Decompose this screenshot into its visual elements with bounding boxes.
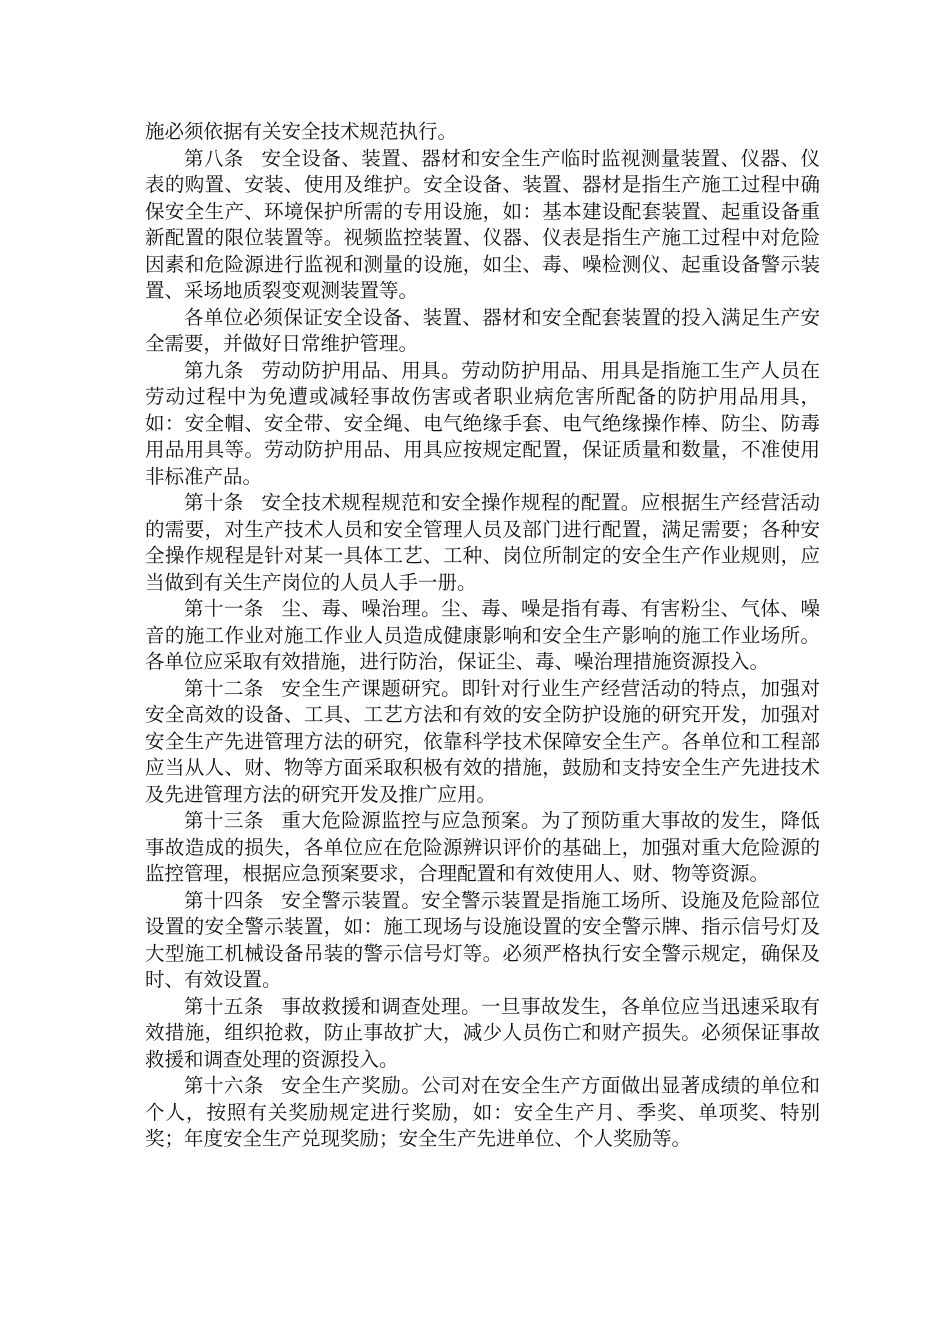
article-label: 第九条: [184, 358, 244, 382]
article-label: 第十五条: [184, 994, 264, 1018]
article-label: 第十六条: [184, 1074, 264, 1097]
article-11: [145, 596, 820, 676]
article-label: 第十二条: [184, 676, 264, 700]
article-8: [145, 146, 820, 305]
paragraph-text: 安全设备、装置、器材和安全生产临时监视测量装置、仪器、仪表的购置、安装、使用及维护。安全设备、装置、器材是指生产施工过程中确保安全生产、环境保护所需的专用设施，如：基本建设配套装置、起重设备重新配置的限位装置等。视频监控装置、仪器、仪表是指生产施工过程中对危险因素和危险源进行监视和测量的设施，如尘、毒、噪检测仪、起重设备警示装置、采场地质裂变观测装置等。: [145, 146, 820, 302]
article-label: 第十一条: [184, 597, 264, 620]
paragraph-text: 重大危险源监控与应急预案。为了预防重大事故的发生，降低事故造成的损失，各单位应在危险源辨识评价的基础上，加强对重大危险源的监控管理，根据应急预案要求，合理配置和有效使用人、财、物等资源。: [145, 809, 820, 885]
article-15: [145, 994, 820, 1074]
article-13: [145, 808, 820, 888]
article-10: [145, 490, 820, 596]
article-label: 第八条: [184, 146, 244, 170]
paragraph-text: 各单位必须保证安全设备、装置、器材和安全配套装置的投入满足生产安全需要，并做好日常维护管理。: [145, 305, 820, 355]
article-12: [145, 676, 820, 809]
article-9: [145, 358, 820, 491]
paragraph-text: 劳动防护用品、用具。劳动防护用品、用具是指施工生产人员在劳动过程中为免遭或减轻事故伤害或者职业病危害所配备的防护用品用具，如：安全帽、安全带、安全绳、电气绝缘手套、电气绝缘操作棒、防尘、防毒用品用具等。劳动防护用品、用具应按规定配置，保证质量和数量，不准使用非标准产品。: [145, 358, 820, 488]
article-14: [145, 888, 820, 994]
paragraph-text: 事故救援和调查处理。一旦事故发生，各单位应当迅速采取有效措施，组织抢救，防止事故扩大，减少人员伤亡和财产损失。必须保证事故救援和调查处理的资源投入。: [145, 994, 820, 1071]
paragraph-text: 安全生产课题研究。即针对行业生产经营活动的特点，加强对安全高效的设备、工具、工艺方法和有效的安全防护设施的研究开发，加强对安全生产先进管理方法的研究，依靠科学技术保障安全生产。各单位和工程部应当从人、财、物等方面采取积极有效的措施，鼓励和支持安全生产先进技术及先进管理方法的研究开发及推广应用。: [145, 676, 820, 806]
paragraph-continuation: [145, 119, 820, 146]
paragraph-text: 安全技术规程规范和安全操作规程的配置。应根据生产经营活动的需要，对生产技术人员和安全管理人员及部门进行配置，满足需要；各种安全操作规程是针对某一具体工艺、工种、岗位所制定的安全生产作业规则，应当做到有关生产岗位的人员人手一册。: [145, 491, 820, 594]
article-label: 第十三条: [184, 809, 264, 832]
paragraph-text: 安全警示装置。安全警示装置是指施工场所、设施及危险部位设置的安全警示装置，如：施工现场与设施设置的安全警示牌、指示信号灯及大型施工机械设备吊装的警示信号灯等。必须严格执行安全警示规定，确保及时、有效设置。: [145, 888, 820, 991]
article-8-paragraph-2: [145, 305, 820, 358]
paragraph-text: 尘、毒、噪治理。尘、毒、噪是指有毒、有害粉尘、气体、噪音的施工作业对施工作业人员造成健康影响和安全生产影响的施工作业场所。各单位应采取有效措施，进行防治，保证尘、毒、噪治理措施资源投入。: [145, 597, 820, 673]
article-label: 第十条: [184, 491, 244, 514]
article-16: [145, 1073, 820, 1153]
paragraph-text: 施必须依据有关安全技术规范执行。: [145, 120, 458, 143]
article-label: 第十四条: [184, 888, 264, 912]
document-page: [145, 119, 820, 1153]
paragraph-text: 安全生产奖励。公司对在安全生产方面做出显著成绩的单位和个人，按照有关奖励规定进行奖励，如：安全生产月、季奖、单项奖、特别奖；年度安全生产兑现奖励；安全生产先进单位、个人奖励等。: [145, 1074, 820, 1150]
